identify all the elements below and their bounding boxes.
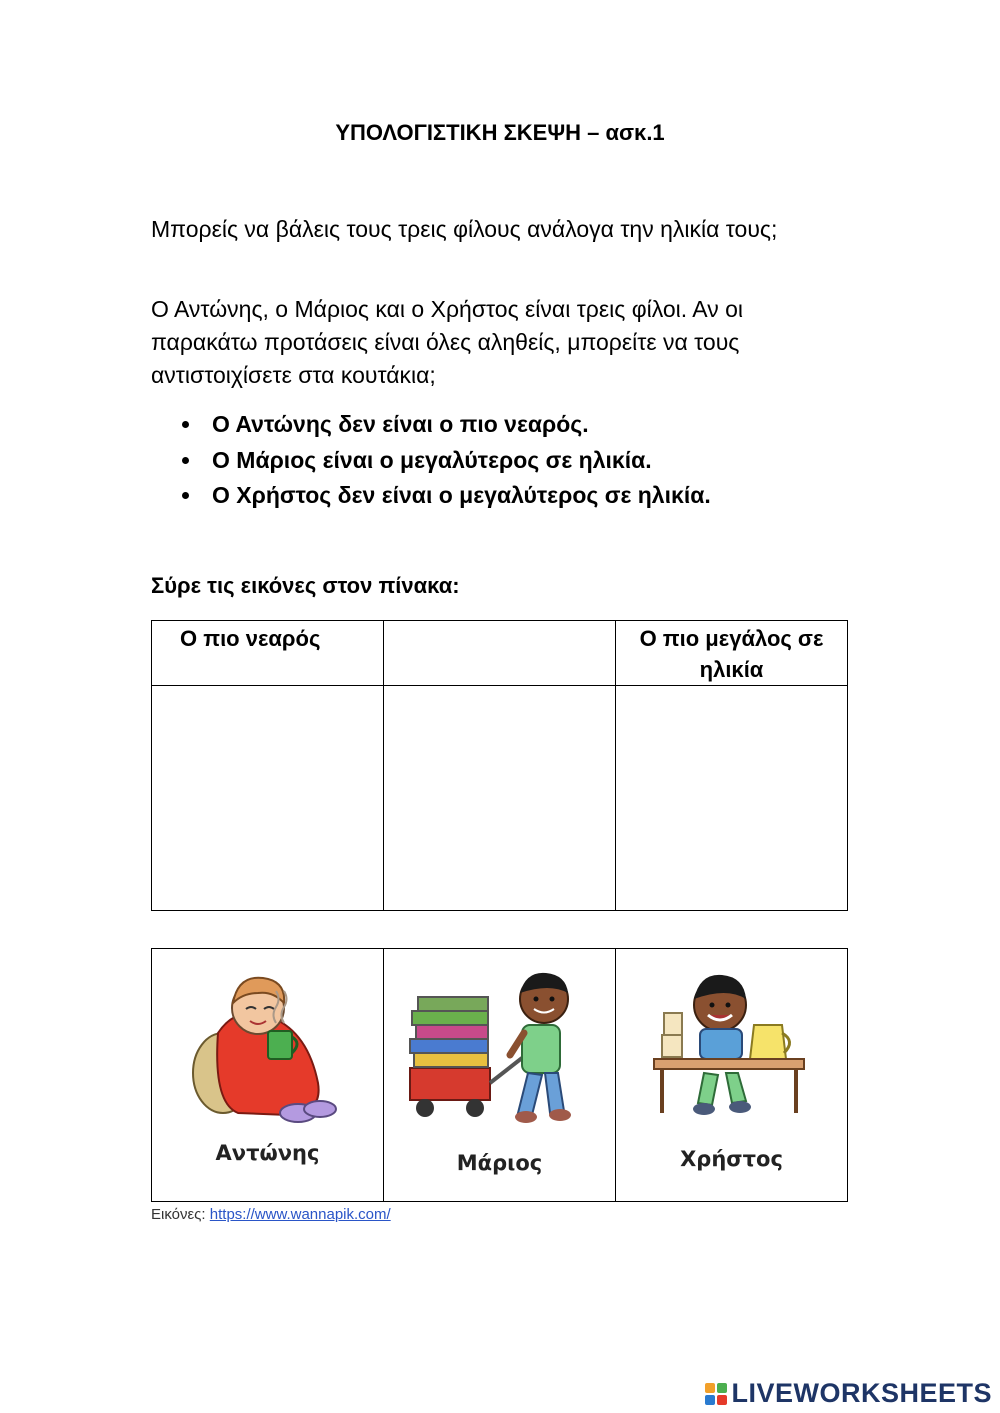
boy-in-blanket-icon — [152, 963, 383, 1133]
credit-label: Εικόνες: — [151, 1206, 206, 1223]
boy-pulling-wagon-icon — [384, 963, 615, 1133]
boy-at-lemonade-stand-icon — [616, 963, 847, 1133]
page-title: ΥΠΟΛΟΓΙΣΤΙΚΗ ΣΚΕΨΗ – ασκ.1 — [335, 120, 665, 145]
credit-link[interactable]: https://www.wannapik.com/ — [209, 1206, 391, 1223]
drop-zone-youngest[interactable] — [152, 686, 384, 911]
brand-logo — [705, 1378, 992, 1409]
picture-label: Μάριος — [456, 1151, 543, 1175]
draggable-card-antonis[interactable] — [152, 949, 384, 1202]
clue-item: Ο Χρήστος δεν είναι ο μεγαλύτερος σε ηλικία. — [182, 478, 862, 514]
drag-instruction: Σύρε τις εικόνες στον πίνακα: — [151, 573, 460, 598]
picture-label: Χρήστος — [680, 1147, 783, 1171]
clue-item: Ο Μάριος είναι ο μεγαλύτερος σε ηλικία. — [182, 443, 862, 479]
header-youngest: Ο πιο νεαρός — [152, 621, 384, 686]
instructions-text: Ο Αντώνης, ο Μάριος και ο Χρήστος είναι τρεις φίλοι. Αν οι παρακάτω προτάσεις είναι όλες αληθείς, μπορείτε να τους αντιστοιχίσετε στα κουτάκια; — [151, 296, 744, 388]
picture-label: Αντώνης — [215, 1141, 320, 1165]
bullet-icon — [182, 492, 189, 499]
drop-zone-oldest[interactable] — [616, 686, 848, 911]
answer-table — [151, 620, 848, 911]
drop-zone-middle[interactable] — [384, 686, 616, 911]
draggable-card-christos[interactable] — [616, 949, 848, 1202]
question-text: Μπορείς να βάλεις τους τρεις φίλους ανάλογα την ηλικία τους; — [151, 216, 778, 242]
brand-name: LIVEWORKSHEETS — [731, 1378, 992, 1408]
clue-list — [182, 407, 862, 514]
bullet-icon — [182, 457, 189, 464]
bullet-icon — [182, 421, 189, 428]
image-credit — [151, 1206, 391, 1223]
draggable-card-marios[interactable] — [384, 949, 616, 1202]
brand-grid-icon — [705, 1383, 727, 1405]
pictures-table — [151, 948, 848, 1202]
header-oldest: Ο πιο μεγάλος σε ηλικία — [616, 621, 848, 686]
header-middle — [384, 621, 616, 686]
clue-item: Ο Αντώνης δεν είναι ο πιο νεαρός. — [182, 407, 862, 443]
